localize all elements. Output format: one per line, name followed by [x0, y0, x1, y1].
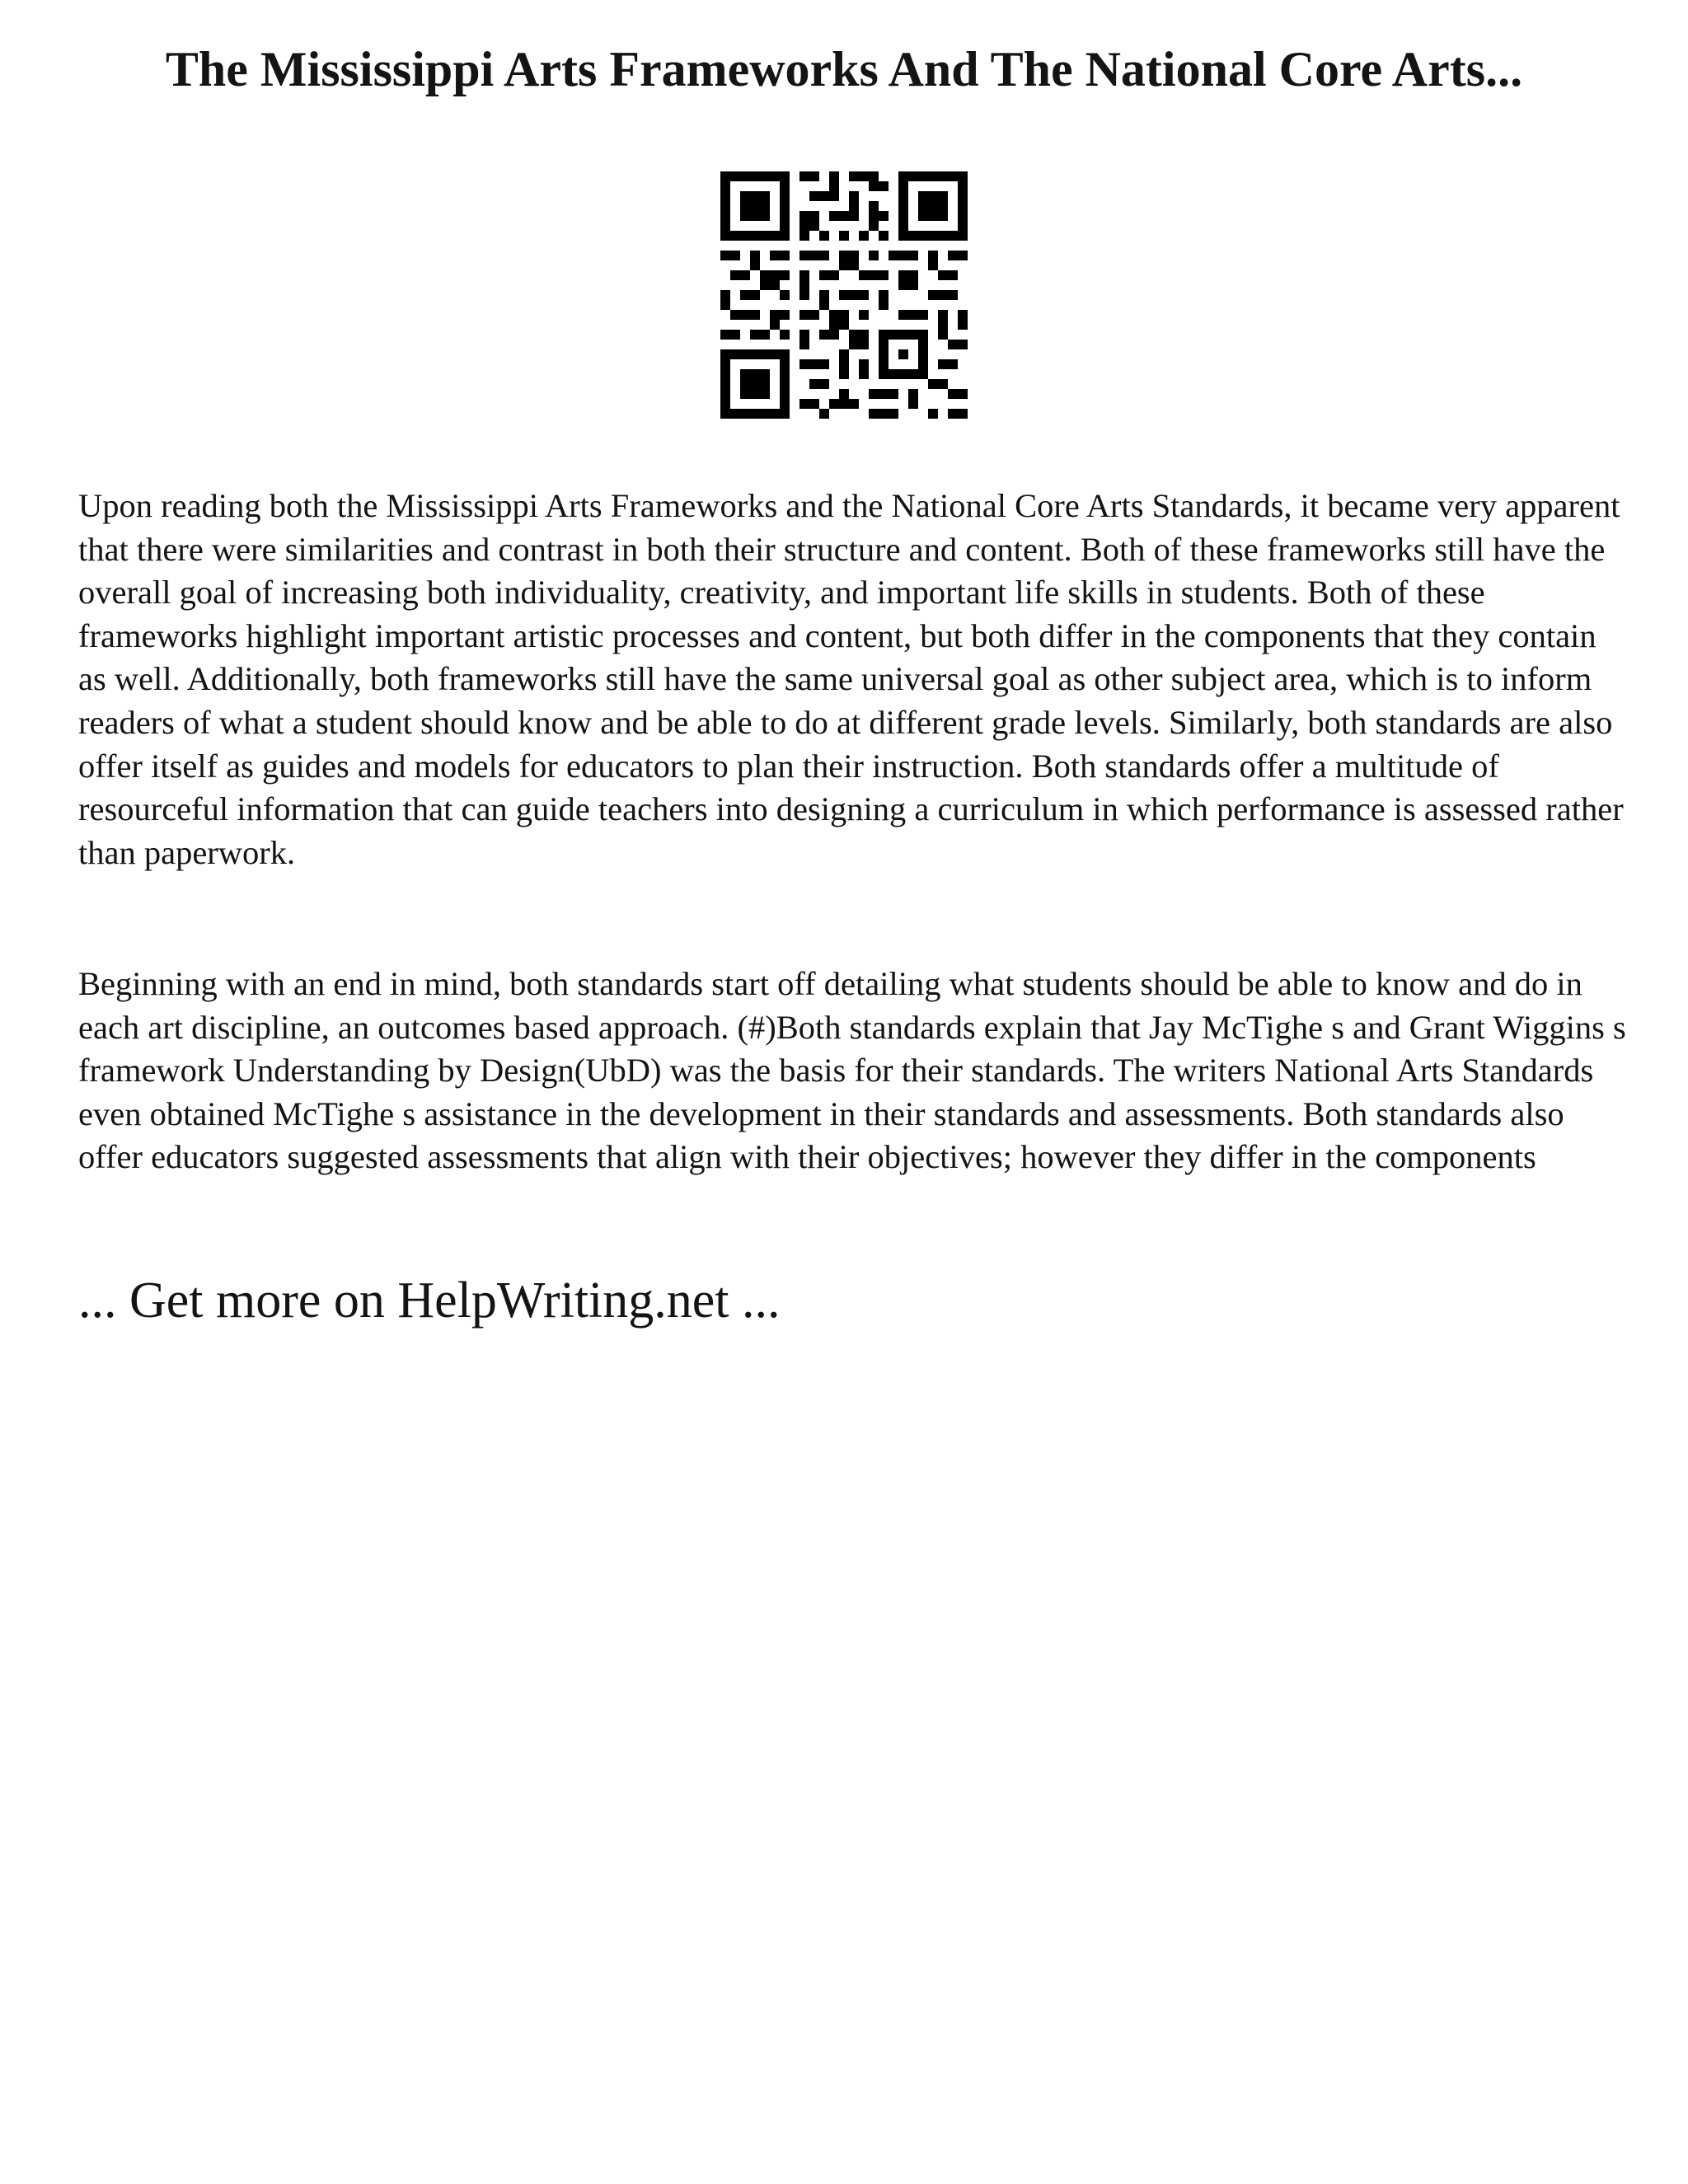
body-paragraph-1: Upon reading both the Mississippi Arts Frameworks and the National Core Arts Standards, it became very apparent that there were similarities and contrast in both their structure and content. Both of these frameworks still have the overall goal of increasing both individuality, creativity, and important life skills in students. Both of these frameworks highlight important artistic processes and content, but both differ in the components that they contain as well. Additionally, both frameworks still have the same universal goal as other subject area, which is to inform readers of what a student should know and be able to do at different grade levels. Similarly, both standards are also offer itself as guides and models for educators to plan their instruction. Both standards offer a multitude of resourceful information that can guide teachers into designing a curriculum in which performance is assessed rather than paperwork. — [78, 487, 1624, 871]
qr-code-icon — [720, 171, 968, 419]
body-paragraph-2: Beginning with an end in mind, both standards start off detailing what students should be able to know and do in each art discipline, an outcomes based approach. (#)Both standards explain that Jay McTighe s and Grant Wiggins s framework Understanding by Design(UbD) was the basis for their standards. The writers National Arts Standards even obtained McTighe s assistance in the development in their standards and assessments. Both standards also offer educators suggested assessments that align with their objectives; however they differ in the components — [78, 965, 1626, 1176]
get-more-link[interactable]: ... Get more on HelpWriting.net ... — [78, 1272, 781, 1329]
page-title: The Mississippi Arts Frameworks And The National Core Arts... — [165, 42, 1523, 96]
